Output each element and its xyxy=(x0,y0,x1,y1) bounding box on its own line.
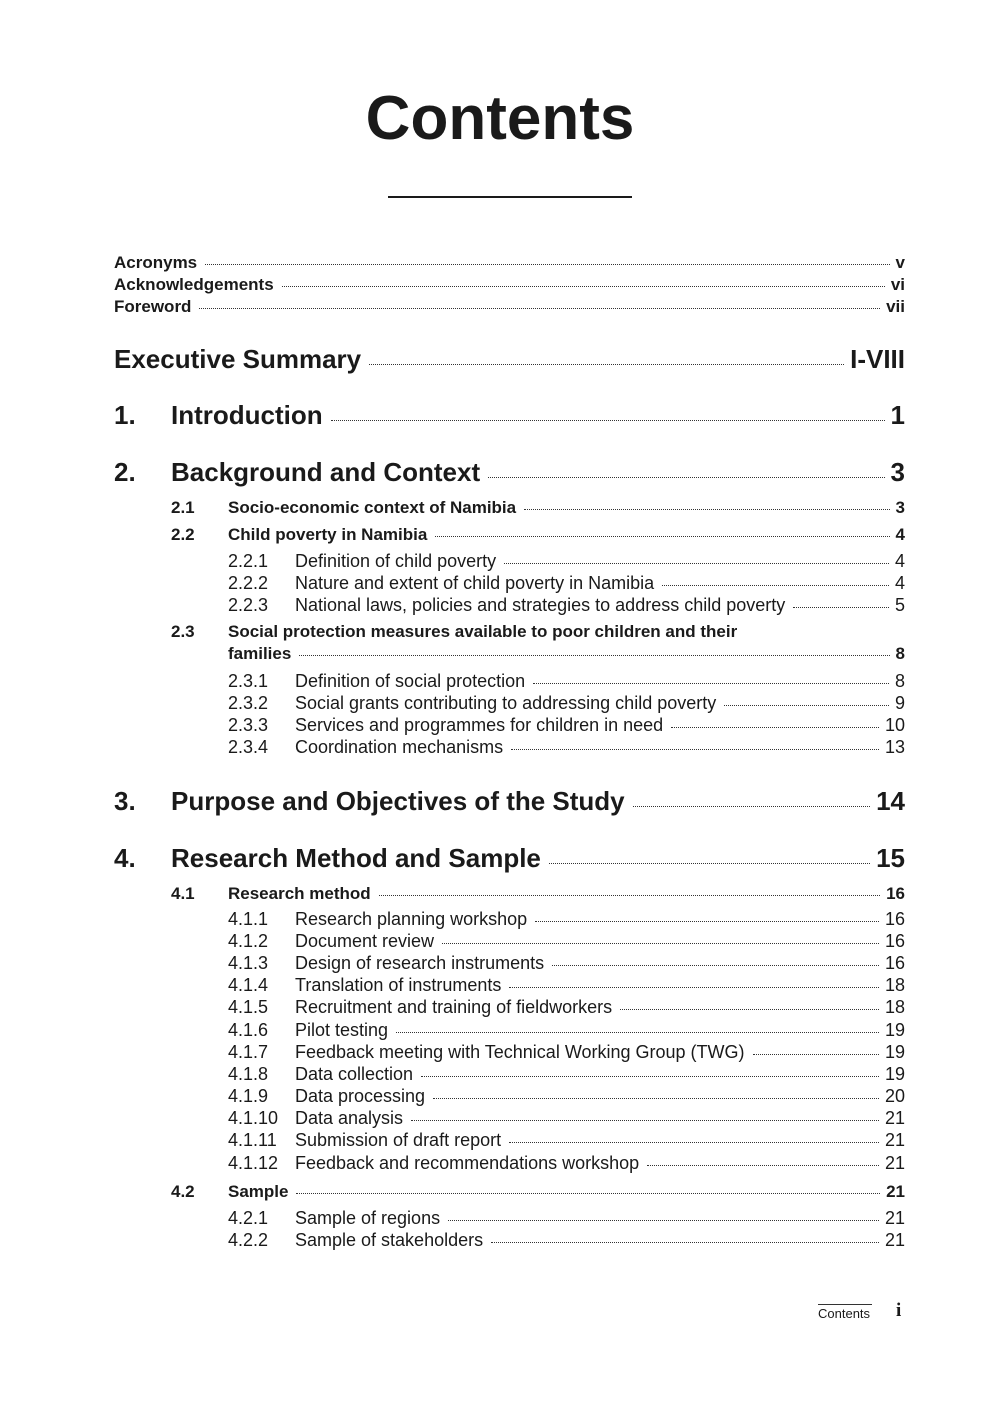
toc-section-2-1[interactable] xyxy=(171,498,905,518)
toc-entry-label: Research method xyxy=(228,884,371,903)
toc-entry-number: 2.2 xyxy=(171,525,195,544)
toc-entry-number: 1. xyxy=(114,400,136,430)
toc-entry-number: 2. xyxy=(114,457,136,487)
toc-subsection-4-1-4[interactable] xyxy=(228,975,905,996)
toc-entry-label: families xyxy=(228,644,292,663)
toc-entry-label: Child poverty in Namibia xyxy=(228,525,428,544)
page-title: Contents xyxy=(365,84,635,153)
dot-leader xyxy=(282,286,885,287)
toc-subsection-2-3-2[interactable] xyxy=(228,693,905,714)
toc-subsection-2-2-1[interactable] xyxy=(228,551,905,572)
dot-leader xyxy=(671,727,879,728)
dot-leader xyxy=(379,895,880,896)
dot-leader xyxy=(205,264,889,265)
toc-entry-number: 2.3.3 xyxy=(228,715,269,735)
dot-leader xyxy=(369,364,844,365)
toc-entry-page: 10 xyxy=(884,715,905,735)
toc-entry-number: 4.1.1 xyxy=(228,909,269,929)
dot-leader xyxy=(296,1193,880,1194)
toc-subsection-4-1-11[interactable] xyxy=(228,1130,905,1151)
toc-chapter-2[interactable] xyxy=(114,457,905,488)
dot-leader xyxy=(491,1242,879,1243)
toc-entry-page: 1 xyxy=(890,400,905,430)
toc-entry-number: 4.1.7 xyxy=(228,1042,269,1062)
toc-subsection-2-3-4[interactable] xyxy=(228,737,905,758)
dot-leader xyxy=(620,1009,879,1010)
toc-chapter-3[interactable] xyxy=(114,786,905,817)
toc-subsection-2-3-1[interactable] xyxy=(228,671,905,692)
toc-entry-number: 4.1.2 xyxy=(228,931,269,951)
toc-entry-label: Submission of draft report xyxy=(295,1130,502,1150)
footer-rule xyxy=(818,1304,872,1305)
toc-chapter-1[interactable] xyxy=(114,400,905,431)
footer-page-number: i xyxy=(896,1300,902,1321)
dot-leader xyxy=(435,536,889,537)
toc-entry-page: 8 xyxy=(894,671,905,691)
toc-entry-number: 4.1.8 xyxy=(228,1064,269,1084)
dot-leader xyxy=(331,420,885,421)
dot-leader xyxy=(299,655,889,656)
toc-entry-label: Acknowledgements xyxy=(114,275,274,294)
toc-entry-label: Document review xyxy=(295,931,435,951)
dot-leader xyxy=(411,1120,879,1121)
dot-leader xyxy=(448,1220,879,1221)
dot-leader xyxy=(552,965,879,966)
toc-entry-page: 21 xyxy=(884,1208,905,1228)
dot-leader xyxy=(535,921,879,922)
toc-entry-label: Services and programmes for children in need xyxy=(295,715,664,735)
toc-entry-number: 2.2.3 xyxy=(228,595,269,615)
dot-leader xyxy=(724,705,889,706)
toc-entry-label: Design of research instruments xyxy=(295,953,545,973)
toc-section-2-3-line2[interactable] xyxy=(228,644,905,664)
toc-entry-page: 4 xyxy=(894,551,905,571)
toc-entry-label: Recruitment and training of fieldworkers xyxy=(295,997,613,1017)
toc-subsection-4-1-9[interactable] xyxy=(228,1086,905,1107)
toc-subsection-4-2-1[interactable] xyxy=(228,1208,905,1229)
toc-entry-label: Translation of instruments xyxy=(295,975,502,995)
toc-entry-label: Research Method and Sample xyxy=(171,843,541,873)
toc-entry-label: Background and Context xyxy=(171,457,481,487)
toc-subsection-4-1-5[interactable] xyxy=(228,997,905,1018)
toc-entry-number: 4.1.12 xyxy=(228,1153,279,1173)
toc-entry-page: 18 xyxy=(884,975,905,995)
toc-entry-number: 4.2.2 xyxy=(228,1230,269,1250)
toc-entry-label: Definition of child poverty xyxy=(295,551,497,571)
toc-entry-label: Research planning workshop xyxy=(295,909,528,929)
toc-entry-number: 4.2 xyxy=(171,1182,195,1201)
dot-leader xyxy=(793,607,889,608)
toc-entry-number: 4.1.5 xyxy=(228,997,269,1017)
toc-subsection-4-1-7[interactable] xyxy=(228,1042,905,1063)
toc-entry-number: 4.1.10 xyxy=(228,1108,279,1128)
toc-entry-label: Definition of social protection xyxy=(295,671,526,691)
toc-entry-number: 4. xyxy=(114,843,136,873)
toc-entry-page: 13 xyxy=(884,737,905,757)
toc-entry-page: 4 xyxy=(894,573,905,593)
dot-leader xyxy=(524,509,889,510)
toc-section-2-3-line1[interactable] xyxy=(171,622,905,642)
dot-leader xyxy=(488,477,884,478)
toc-entry-page: 21 xyxy=(884,1230,905,1250)
dot-leader xyxy=(504,563,889,564)
toc-entry-label: Sample of regions xyxy=(295,1208,441,1228)
toc-subsection-2-2-2[interactable] xyxy=(228,573,905,594)
toc-entry-label: Sample of stakeholders xyxy=(295,1230,484,1250)
toc-entry-page: I-VIII xyxy=(850,344,905,374)
dot-leader xyxy=(511,749,879,750)
toc-entry-page: 3 xyxy=(895,498,905,517)
toc-entry-acronyms[interactable] xyxy=(114,253,905,273)
toc-section-4-2[interactable] xyxy=(171,1182,905,1202)
toc-entry-label: Feedback and recommendations workshop xyxy=(295,1153,640,1173)
toc-entry-label: Sample xyxy=(228,1182,289,1201)
toc-entry-number: 2.3.4 xyxy=(228,737,269,757)
toc-entry-label: Socio-economic context of Namibia xyxy=(228,498,517,517)
toc-entry-label: Data analysis xyxy=(295,1108,404,1128)
toc-entry-page: 9 xyxy=(894,693,905,713)
toc-entry-page: 16 xyxy=(884,909,905,929)
toc-entry-page: 21 xyxy=(886,1182,905,1201)
toc-subsection-2-3-3[interactable] xyxy=(228,715,905,736)
toc-entry-page: 5 xyxy=(894,595,905,615)
toc-subsection-4-1-3[interactable] xyxy=(228,953,905,974)
toc-entry-label: Purpose and Objectives of the Study xyxy=(171,786,625,816)
toc-entry-number: 2.2.2 xyxy=(228,573,269,593)
dot-leader xyxy=(753,1054,879,1055)
toc-entry-number: 2.3.1 xyxy=(228,671,269,691)
toc-entry-page: 16 xyxy=(886,884,905,903)
dot-leader xyxy=(549,863,870,864)
toc-entry-label: Foreword xyxy=(114,297,192,316)
toc-entry-label: Data collection xyxy=(295,1064,414,1084)
dot-leader xyxy=(509,1142,879,1143)
toc-entry-page: 21 xyxy=(884,1153,905,1173)
dot-leader xyxy=(509,987,879,988)
toc-entry-page: 8 xyxy=(895,644,905,663)
toc-entry-foreword[interactable] xyxy=(114,297,905,317)
dot-leader xyxy=(633,806,870,807)
toc-entry-number: 4.1 xyxy=(171,884,195,903)
toc-entry-label: National laws, policies and strategies to address child poverty xyxy=(295,595,786,615)
dot-leader xyxy=(662,585,889,586)
toc-entry-label: Pilot testing xyxy=(295,1020,389,1040)
toc-entry-number: 4.1.11 xyxy=(228,1130,277,1150)
toc-entry-page: 4 xyxy=(895,525,905,544)
dot-leader xyxy=(533,683,889,684)
toc-subsection-4-2-2[interactable] xyxy=(228,1230,905,1251)
toc-entry-label: Feedback meeting with Technical Working Group (TWG) xyxy=(295,1042,745,1062)
toc-subsection-4-1-12[interactable] xyxy=(228,1153,905,1174)
toc-entry-label: Introduction xyxy=(171,400,323,430)
toc-entry-number: 2.3.2 xyxy=(228,693,269,713)
toc-entry-page: 16 xyxy=(884,931,905,951)
toc-entry-executive-summary[interactable] xyxy=(114,344,905,375)
dot-leader xyxy=(442,943,879,944)
toc-subsection-4-1-6[interactable] xyxy=(228,1020,905,1041)
toc-subsection-4-1-8[interactable] xyxy=(228,1064,905,1085)
toc-entry-label: Social grants contributing to addressing child poverty xyxy=(295,693,717,713)
toc-entry-number: 4.1.9 xyxy=(228,1086,269,1106)
toc-entry-label: Acronyms xyxy=(114,253,198,272)
toc-entry-page: 19 xyxy=(884,1020,905,1040)
toc-entry-page: 21 xyxy=(884,1130,905,1150)
toc-entry-number: 3. xyxy=(114,786,136,816)
toc-chapter-4[interactable] xyxy=(114,843,905,874)
toc-entry-acknowledgements[interactable] xyxy=(114,275,905,295)
toc-entry-label: Executive Summary xyxy=(114,344,362,374)
toc-entry-page: vi xyxy=(890,275,905,294)
toc-entry-page: 16 xyxy=(884,953,905,973)
toc-entry-page: 19 xyxy=(884,1064,905,1084)
toc-entry-number: 4.1.4 xyxy=(228,975,269,995)
dot-leader xyxy=(647,1165,879,1166)
toc-entry-page: v xyxy=(895,253,905,272)
footer-label: Contents xyxy=(818,1306,871,1321)
toc-entry-page: 3 xyxy=(890,457,905,487)
toc-subsection-4-1-1[interactable] xyxy=(228,909,905,930)
toc-entry-number: 4.2.1 xyxy=(228,1208,269,1228)
toc-entry-number: 4.1.3 xyxy=(228,953,269,973)
toc-entry-page: 20 xyxy=(884,1086,905,1106)
toc-section-2-2[interactable] xyxy=(171,525,905,545)
toc-subsection-2-2-3[interactable] xyxy=(228,595,905,616)
dot-leader xyxy=(199,308,880,309)
toc-entry-page: 15 xyxy=(876,843,905,873)
toc-entry-label: Social protection measures available to poor children and their xyxy=(228,622,738,641)
dot-leader xyxy=(433,1098,879,1099)
toc-subsection-4-1-2[interactable] xyxy=(228,931,905,952)
toc-entry-page: vii xyxy=(886,297,905,316)
toc-entry-number: 4.1.6 xyxy=(228,1020,269,1040)
toc-entry-label: Nature and extent of child poverty in Namibia xyxy=(295,573,655,593)
toc-entry-number: 2.3 xyxy=(171,622,195,641)
toc-subsection-4-1-10[interactable] xyxy=(228,1108,905,1129)
toc-entry-label: Data processing xyxy=(295,1086,426,1106)
dot-leader xyxy=(421,1076,879,1077)
toc-entry-number: 2.2.1 xyxy=(228,551,269,571)
toc-section-4-1[interactable] xyxy=(171,884,905,904)
toc-entry-page: 18 xyxy=(884,997,905,1017)
toc-entry-page: 21 xyxy=(884,1108,905,1128)
toc-entry-page: 19 xyxy=(884,1042,905,1062)
toc-entry-label: Coordination mechanisms xyxy=(295,737,504,757)
toc-entry-number: 2.1 xyxy=(171,498,195,517)
toc-entry-page: 14 xyxy=(876,786,905,816)
dot-leader xyxy=(396,1032,879,1033)
